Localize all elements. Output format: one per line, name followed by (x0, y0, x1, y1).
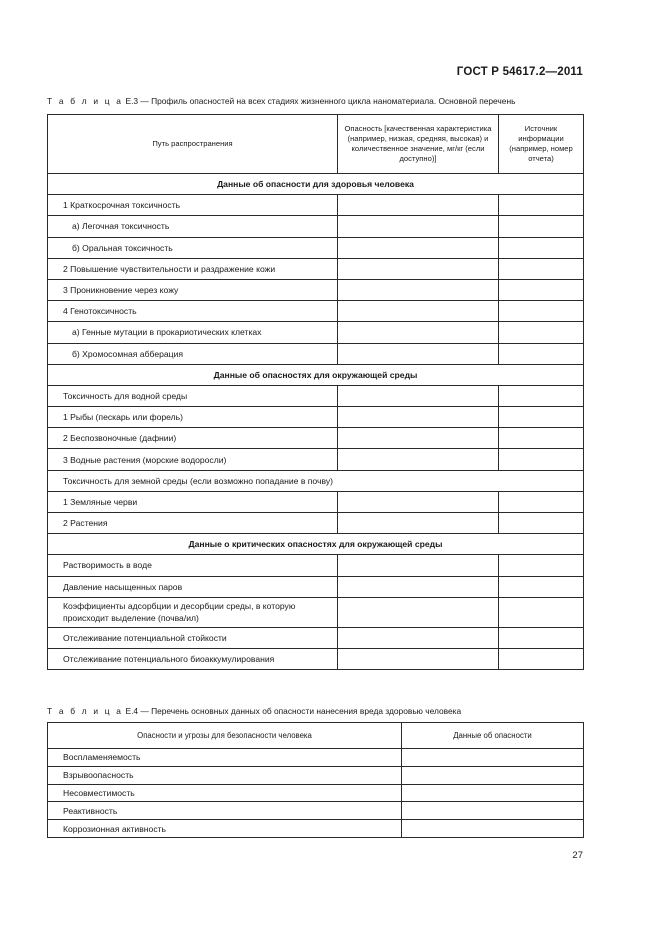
cell (499, 648, 584, 669)
row-label: Токсичность для земной среды (если возможно попадание в почву) (48, 470, 584, 491)
row-label: 1 Земляные черви (48, 491, 338, 512)
column-header: Путь распространения (48, 115, 338, 174)
cell (338, 576, 499, 597)
row-label: Коэффициенты адсорбции и десорбции среды, в которую происходит выделение (почва/ил) (48, 597, 338, 627)
cell (499, 576, 584, 597)
table-row (48, 279, 584, 300)
row-label: 3 Водные растения (морские водоросли) (48, 449, 338, 470)
table-row (48, 513, 584, 534)
table-row (48, 627, 584, 648)
cell (338, 627, 499, 648)
column-header: Данные об опасности (402, 723, 584, 749)
row-label: 2 Повышение чувствительности и раздражение кожи (48, 258, 338, 279)
cell (499, 279, 584, 300)
caption-prefix: Т а б л и ц а (47, 706, 124, 716)
cell (499, 428, 584, 449)
row-label: 4 Генотоксичность (48, 301, 338, 322)
table-row (48, 343, 584, 364)
column-header: Источник информации (например, номер отчета) (499, 115, 584, 174)
row-label: Коррозионная активность (48, 820, 402, 838)
cell (402, 766, 584, 784)
row-label: Отслеживание потенциальной стойкости (48, 627, 338, 648)
row-label: 2 Растения (48, 513, 338, 534)
cell (499, 449, 584, 470)
section-title: Данные об опасностях для окружающей среды (48, 364, 584, 385)
cell (338, 237, 499, 258)
cell (499, 301, 584, 322)
table-row (48, 749, 584, 767)
row-label: Давление насыщенных паров (48, 576, 338, 597)
table-row (48, 407, 584, 428)
cell (499, 627, 584, 648)
caption-prefix: Т а б л и ц а (47, 96, 124, 106)
cell (499, 322, 584, 343)
cell (499, 237, 584, 258)
table-row (48, 449, 584, 470)
cell (338, 648, 499, 669)
table-row (48, 784, 584, 802)
cell (338, 597, 499, 627)
table-e4 (47, 722, 584, 838)
row-label: Взрывоопасность (48, 766, 402, 784)
table-row (48, 195, 584, 216)
document-id: ГОСТ Р 54617.2—2011 (456, 66, 583, 78)
cell (499, 258, 584, 279)
table-row (48, 322, 584, 343)
row-label: 1 Краткосрочная токсичность (48, 195, 338, 216)
caption-text: Е.4 — Перечень основных данных об опасности нанесения вреда здоровью человека (123, 706, 462, 716)
table-row (48, 576, 584, 597)
row-label: Отслеживание потенциального биоаккумулирования (48, 648, 338, 669)
section-title: Данные о критических опасностях для окружающей среды (48, 534, 584, 555)
row-label: Реактивность (48, 802, 402, 820)
cell (338, 428, 499, 449)
cell (499, 597, 584, 627)
table-row (48, 385, 584, 406)
cell (338, 343, 499, 364)
table-row (48, 216, 584, 237)
row-label: б) Хромосомная абберация (48, 343, 338, 364)
cell (499, 513, 584, 534)
cell (499, 555, 584, 576)
table-row (48, 258, 584, 279)
row-label: а) Генные мутации в прокариотических клетках (48, 322, 338, 343)
cell (499, 407, 584, 428)
table-row (48, 470, 584, 491)
cell (499, 195, 584, 216)
column-header: Опасности и угрозы для безопасности человека (48, 723, 402, 749)
cell (338, 258, 499, 279)
table-e4-caption (47, 706, 461, 716)
table-row (48, 428, 584, 449)
cell (499, 385, 584, 406)
row-label: Несовместимость (48, 784, 402, 802)
row-label: Токсичность для водной среды (48, 385, 338, 406)
row-label: Растворимость в воде (48, 555, 338, 576)
row-label: б) Оральная токсичность (48, 237, 338, 258)
cell (402, 820, 584, 838)
cell (338, 216, 499, 237)
row-label: Воспламеняемость (48, 749, 402, 767)
cell (499, 343, 584, 364)
page-number: 27 (572, 850, 583, 861)
table-row (48, 597, 584, 627)
cell (338, 513, 499, 534)
cell (338, 491, 499, 512)
cell (338, 279, 499, 300)
row-label: 2 Беспозвоночные (дафнии) (48, 428, 338, 449)
cell (338, 449, 499, 470)
row-label: а) Легочная токсичность (48, 216, 338, 237)
cell (338, 555, 499, 576)
cell (402, 802, 584, 820)
cell (499, 216, 584, 237)
row-label: 3 Проникновение через кожу (48, 279, 338, 300)
cell (402, 749, 584, 767)
caption-text: Е.3 — Профиль опасностей на всех стадиях жизненного цикла наноматериала. Основной перечень (123, 96, 516, 106)
column-header: Опасность [качественная характеристика (например, низкая, средняя, высокая) и количественное значение, мг/кг (если доступно)] (338, 115, 499, 174)
cell (338, 322, 499, 343)
table-row (48, 648, 584, 669)
table-row (48, 555, 584, 576)
cell (338, 385, 499, 406)
table-row (48, 802, 584, 820)
cell (402, 784, 584, 802)
row-label: 1 Рыбы (пескарь или форель) (48, 407, 338, 428)
table-row (48, 820, 584, 838)
cell (338, 407, 499, 428)
cell (338, 301, 499, 322)
table-row (48, 237, 584, 258)
table-e3-caption (47, 96, 515, 106)
table-row (48, 301, 584, 322)
section-title: Данные об опасности для здоровья человека (48, 174, 584, 195)
table-e3 (47, 114, 584, 670)
cell (499, 491, 584, 512)
table-row (48, 491, 584, 512)
table-row (48, 766, 584, 784)
cell (338, 195, 499, 216)
